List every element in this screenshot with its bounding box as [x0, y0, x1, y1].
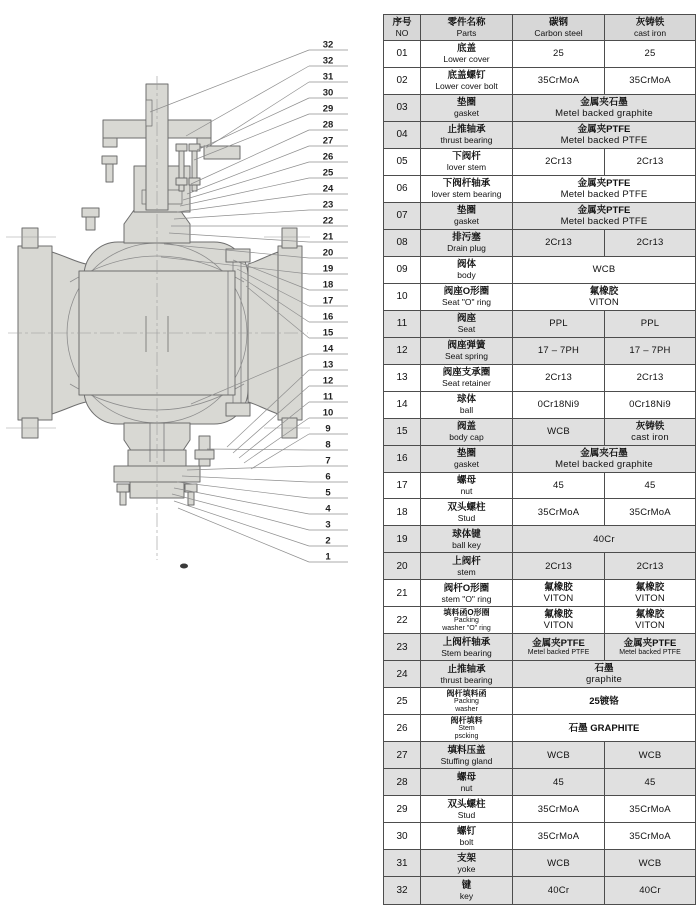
yoke-bolt-shaft [106, 164, 113, 182]
table-row [384, 580, 695, 607]
cell-no: 10 [384, 284, 421, 311]
callout-number-27: 27 [322, 135, 334, 147]
table-row [384, 365, 695, 392]
cell-material-cast-iron: WCB [605, 742, 695, 769]
cell-no: 20 [384, 553, 421, 580]
leader-line-26 [183, 162, 309, 200]
cell-material-carbon-steel: WCB [513, 419, 605, 446]
table-row [384, 176, 695, 203]
cell-part-name: 球体 ball [421, 392, 513, 419]
cell-material-carbon-steel: 35CrMoA [513, 68, 605, 95]
table-header-row [384, 15, 695, 41]
table-row [384, 850, 695, 877]
cell-part-name: 螺钉 bolt [421, 823, 513, 850]
cell-part-name: 阀体 body [421, 257, 513, 284]
cell-part-name: 阀杆填料函 Packing washer [421, 688, 513, 715]
cell-no: 13 [384, 365, 421, 392]
callout-number-26: 26 [322, 151, 334, 163]
stud-head-1 [176, 144, 187, 151]
cell-part-name: 底盖 Lower cover [421, 41, 513, 68]
cell-part-name: 键 key [421, 877, 513, 904]
cell-material-cast-iron: 0Cr18Ni9 [605, 392, 695, 419]
cell-part-name: 阀座O形圈 Seat "O" ring [421, 284, 513, 311]
cell-material-cast-iron: 金属夹PTFE Metel backed PTFE [605, 634, 695, 661]
cell-part-name: 底盖螺钉 Lower cover bolt [421, 68, 513, 95]
stem-key-slot [146, 100, 152, 126]
yoke-foot-left [103, 138, 117, 147]
cell-no: 16 [384, 446, 421, 473]
table-row [384, 311, 695, 338]
cell-no: 21 [384, 580, 421, 607]
cell-part-name: 上阀杆 stem [421, 553, 513, 580]
callout-number-24: 24 [322, 183, 334, 195]
cell-material-merged: 金属夹PTFE Metel backed PTFE [513, 203, 695, 230]
cell-no: 18 [384, 499, 421, 526]
leader-line-32 [150, 50, 309, 112]
cell-material-carbon-steel: 2Cr13 [513, 230, 605, 257]
cell-part-name: 止推轴承 thrust bearing [421, 122, 513, 149]
callout-number-13: 13 [322, 359, 334, 371]
callout-number-4: 4 [325, 503, 331, 515]
cell-material-merged: WCB [513, 257, 695, 284]
cell-material-merged: 25镀铬 [513, 688, 695, 715]
cell-material-cast-iron: 2Cr13 [605, 230, 695, 257]
cell-material-merged: 金属夹PTFE Metel backed PTFE [513, 176, 695, 203]
cell-part-name: 球体键 ball key [421, 526, 513, 553]
cell-material-merged: 石墨 graphite [513, 661, 695, 688]
cell-no: 29 [384, 796, 421, 823]
table-row [384, 769, 695, 796]
cell-part-name: 垫圈 gasket [421, 203, 513, 230]
cell-no: 23 [384, 634, 421, 661]
callout-number-30: 30 [322, 87, 334, 99]
table-row [384, 553, 695, 580]
cell-material-carbon-steel: WCB [513, 850, 605, 877]
cell-part-name: 阀座 Seat [421, 311, 513, 338]
cell-material-merged: 金属夹石墨 Metel backed graphite [513, 95, 695, 122]
cell-material-carbon-steel: 17 – 7PH [513, 338, 605, 365]
table-row [384, 230, 695, 257]
cell-no: 22 [384, 607, 421, 634]
cell-no: 24 [384, 661, 421, 688]
table-row [384, 877, 695, 904]
yoke-bolt-head [102, 156, 117, 164]
leader-line-7 [187, 466, 309, 470]
table-row [384, 634, 695, 661]
cell-no: 12 [384, 338, 421, 365]
cell-material-carbon-steel: 25 [513, 41, 605, 68]
table-row [384, 203, 695, 230]
drain-plug-head [195, 450, 214, 459]
cell-material-cast-iron: 35CrMoA [605, 796, 695, 823]
table-row [384, 446, 695, 473]
leader-line-32 [186, 66, 309, 136]
cell-material-carbon-steel: 2Cr13 [513, 149, 605, 176]
header-cast-iron [605, 15, 695, 41]
cell-material-carbon-steel: WCB [513, 742, 605, 769]
cell-material-carbon-steel: 2Cr13 [513, 553, 605, 580]
cell-part-name: 垫圈 gasket [421, 95, 513, 122]
cell-no: 28 [384, 769, 421, 796]
cell-material-carbon-steel: 45 [513, 769, 605, 796]
cell-no: 11 [384, 311, 421, 338]
table-row [384, 742, 695, 769]
cell-material-carbon-steel: 氟橡胶 VITON [513, 607, 605, 634]
cell-part-name: 阀杆O形圈 stem "O" ring [421, 580, 513, 607]
cell-material-merged: 石墨 GRAPHITE [513, 715, 695, 742]
callout-number-11: 11 [322, 391, 334, 403]
cell-no: 01 [384, 41, 421, 68]
table-row [384, 284, 695, 311]
cell-material-cast-iron: 25 [605, 41, 695, 68]
trunnion-bolt-head [82, 208, 99, 217]
cell-no: 06 [384, 176, 421, 203]
stud-nut-2 [189, 178, 200, 185]
table-row [384, 688, 695, 715]
bracket-plate [204, 146, 240, 159]
table-row [384, 499, 695, 526]
cell-no: 14 [384, 392, 421, 419]
table-row [384, 122, 695, 149]
header-iron-cn: 灰铸铁 [635, 17, 665, 28]
leader-line-3 [172, 494, 309, 530]
leader-line-23 [174, 210, 309, 219]
cell-part-name: 双头螺柱 Stud [421, 796, 513, 823]
callout-number-31: 31 [322, 71, 334, 83]
cell-material-cast-iron: 35CrMoA [605, 499, 695, 526]
leader-line-1 [178, 508, 309, 562]
cell-part-name: 垫圈 gasket [421, 446, 513, 473]
cell-no: 30 [384, 823, 421, 850]
cell-part-name: 下阀杆轴承 lover stem bearing [421, 176, 513, 203]
right-flange-bolt-top [282, 228, 297, 248]
leader-line-10 [244, 418, 309, 463]
cell-no: 32 [384, 877, 421, 904]
cell-material-cast-iron: PPL [605, 311, 695, 338]
cell-material-cast-iron: 2Cr13 [605, 365, 695, 392]
cell-no: 15 [384, 419, 421, 446]
callout-number-6: 6 [325, 471, 331, 483]
callout-number-8: 8 [325, 439, 331, 451]
table-row [384, 41, 695, 68]
cell-material-carbon-steel: 35CrMoA [513, 823, 605, 850]
leader-line-8 [207, 449, 309, 450]
callout-number-28: 28 [322, 119, 334, 131]
cell-material-carbon-steel: 金属夹PTFE Metel backed PTFE [513, 634, 605, 661]
header-iron-en: cast iron [633, 28, 667, 38]
drain-plug-tip [199, 459, 210, 466]
cell-no: 05 [384, 149, 421, 176]
table-row [384, 392, 695, 419]
callout-number-10: 10 [322, 407, 334, 419]
cell-no: 19 [384, 526, 421, 553]
cell-no: 02 [384, 68, 421, 95]
cell-material-carbon-steel: 40Cr [513, 877, 605, 904]
cell-material-merged: 40Cr [513, 526, 695, 553]
cell-material-carbon-steel: 2Cr13 [513, 365, 605, 392]
table-row [384, 149, 695, 176]
table-row [384, 68, 695, 95]
cell-material-carbon-steel: 35CrMoA [513, 796, 605, 823]
parts-table [383, 14, 696, 905]
header-carbon-steel [513, 15, 605, 41]
cell-part-name: 支架 yoke [421, 850, 513, 877]
callout-number-32: 32 [322, 55, 334, 67]
table-row [384, 715, 695, 742]
cell-material-carbon-steel: PPL [513, 311, 605, 338]
ink-speck [180, 564, 188, 569]
table-row [384, 796, 695, 823]
cell-part-name: 阀座弹簧 Seat spring [421, 338, 513, 365]
cell-material-cast-iron: 2Cr13 [605, 149, 695, 176]
table-row [384, 257, 695, 284]
callout-number-1: 1 [325, 551, 331, 563]
callout-number-29: 29 [322, 103, 334, 115]
trunnion-bolt-shaft [86, 217, 95, 230]
table-row [384, 661, 695, 688]
cell-no: 08 [384, 230, 421, 257]
cell-part-name: 螺母 nut [421, 473, 513, 500]
cell-no: 04 [384, 122, 421, 149]
header-no-cn: 序号 [392, 17, 412, 28]
callout-number-18: 18 [322, 279, 334, 291]
leader-line-9 [251, 434, 309, 469]
callout-number-14: 14 [322, 343, 334, 355]
callout-number-5: 5 [325, 487, 331, 499]
cover-bolt-left-shaft [120, 492, 126, 505]
callout-number-25: 25 [322, 167, 334, 179]
cell-material-carbon-steel: 35CrMoA [513, 499, 605, 526]
cell-material-carbon-steel: 氟橡胶 VITON [513, 580, 605, 607]
cell-material-cast-iron: 17 – 7PH [605, 338, 695, 365]
cell-material-cast-iron: 2Cr13 [605, 553, 695, 580]
callout-number-7: 7 [325, 455, 331, 467]
cell-no: 09 [384, 257, 421, 284]
cell-material-carbon-steel: 45 [513, 473, 605, 500]
left-flange-bolt-top [22, 228, 38, 248]
leader-line-31 [206, 82, 309, 148]
callout-number-19: 19 [322, 263, 334, 275]
cell-no: 07 [384, 203, 421, 230]
header-no [384, 15, 421, 41]
cell-part-name: 阀盖 body cap [421, 419, 513, 446]
table-row [384, 823, 695, 850]
cell-no: 31 [384, 850, 421, 877]
cell-material-cast-iron: 35CrMoA [605, 823, 695, 850]
cell-part-name: 上阀杆轴承 Stem bearing [421, 634, 513, 661]
header-parts-en: Parts [456, 28, 477, 38]
cell-part-name: 填料压盖 Stuffing gland [421, 742, 513, 769]
callout-number-21: 21 [322, 231, 334, 243]
cell-material-cast-iron: 40Cr [639, 885, 661, 897]
callout-number-9: 9 [325, 423, 331, 435]
table-row [384, 607, 695, 634]
leader-line-6 [182, 476, 309, 482]
cell-part-name: 阀杆填料 Stem pscking [421, 715, 513, 742]
callout-number-23: 23 [322, 199, 334, 211]
callout-number-3: 3 [325, 519, 331, 531]
cell-part-name: 螺母 nut [421, 769, 513, 796]
callout-number-16: 16 [322, 311, 334, 323]
table-row [384, 526, 695, 553]
cap-bolt-bottom [226, 403, 250, 416]
cell-part-name: 双头螺柱 Stud [421, 499, 513, 526]
callout-number-12: 12 [322, 375, 334, 387]
cell-part-name: 阀座支承圈 Seat retainer [421, 365, 513, 392]
cell-part-name: 排污塞 Drain plug [421, 230, 513, 257]
leader-line-2 [174, 501, 309, 546]
table-row [384, 95, 695, 122]
callout-number-32: 32 [322, 39, 334, 51]
cell-no: 27 [384, 742, 421, 769]
cell-material-cast-iron: WCB [605, 850, 695, 877]
cell-material-merged: 金属夹PTFE Metel backed PTFE [513, 122, 695, 149]
table-row [384, 338, 695, 365]
cell-material-cast-iron: 45 [605, 473, 695, 500]
cell-part-name: 填料函O形圈 Packing washer "O" ring [421, 607, 513, 634]
stud-head-2 [189, 144, 200, 151]
callout-number-2: 2 [325, 535, 331, 547]
cell-material-merged: 金属夹石墨 Metel backed graphite [513, 446, 695, 473]
header-no-en: NO [395, 28, 409, 38]
cell-material-cast-iron: 35CrMoA [605, 68, 695, 95]
callout-number-17: 17 [322, 295, 334, 307]
callout-number-22: 22 [322, 215, 334, 227]
table-row [384, 473, 695, 500]
stud-nut-1 [176, 178, 187, 185]
leader-line-24 [177, 194, 309, 212]
cell-part-name: 下阀杆 lover stem [421, 149, 513, 176]
header-parts [421, 15, 513, 41]
callout-number-15: 15 [322, 327, 334, 339]
cell-material-cast-iron: 灰铸铁 cast iron [605, 419, 695, 446]
cell-material-cast-iron: 氟橡胶 VITON [605, 580, 695, 607]
cell-no: 17 [384, 473, 421, 500]
cell-part-name: 止推轴承 thrust bearing [421, 661, 513, 688]
header-parts-cn: 零件名称 [447, 17, 486, 28]
table-row [384, 419, 695, 446]
cell-material-carbon-steel: 0Cr18Ni9 [513, 392, 605, 419]
header-carbon-en: Carbon steel [534, 28, 583, 38]
callout-number-20: 20 [322, 247, 334, 259]
cell-material-cast-iron: 45 [605, 769, 695, 796]
cell-no: 03 [384, 95, 421, 122]
header-carbon-cn: 碳钢 [548, 17, 568, 28]
cell-no: 26 [384, 715, 421, 742]
drain-plug-shaft [199, 436, 210, 450]
cell-material-cast-iron: 氟橡胶 VITON [605, 607, 695, 634]
cell-no: 25 [384, 688, 421, 715]
cell-material-merged: 氟橡胶 VITON [513, 284, 695, 311]
leader-line-30 [197, 98, 309, 150]
cover-bolt-left-head [117, 484, 129, 492]
